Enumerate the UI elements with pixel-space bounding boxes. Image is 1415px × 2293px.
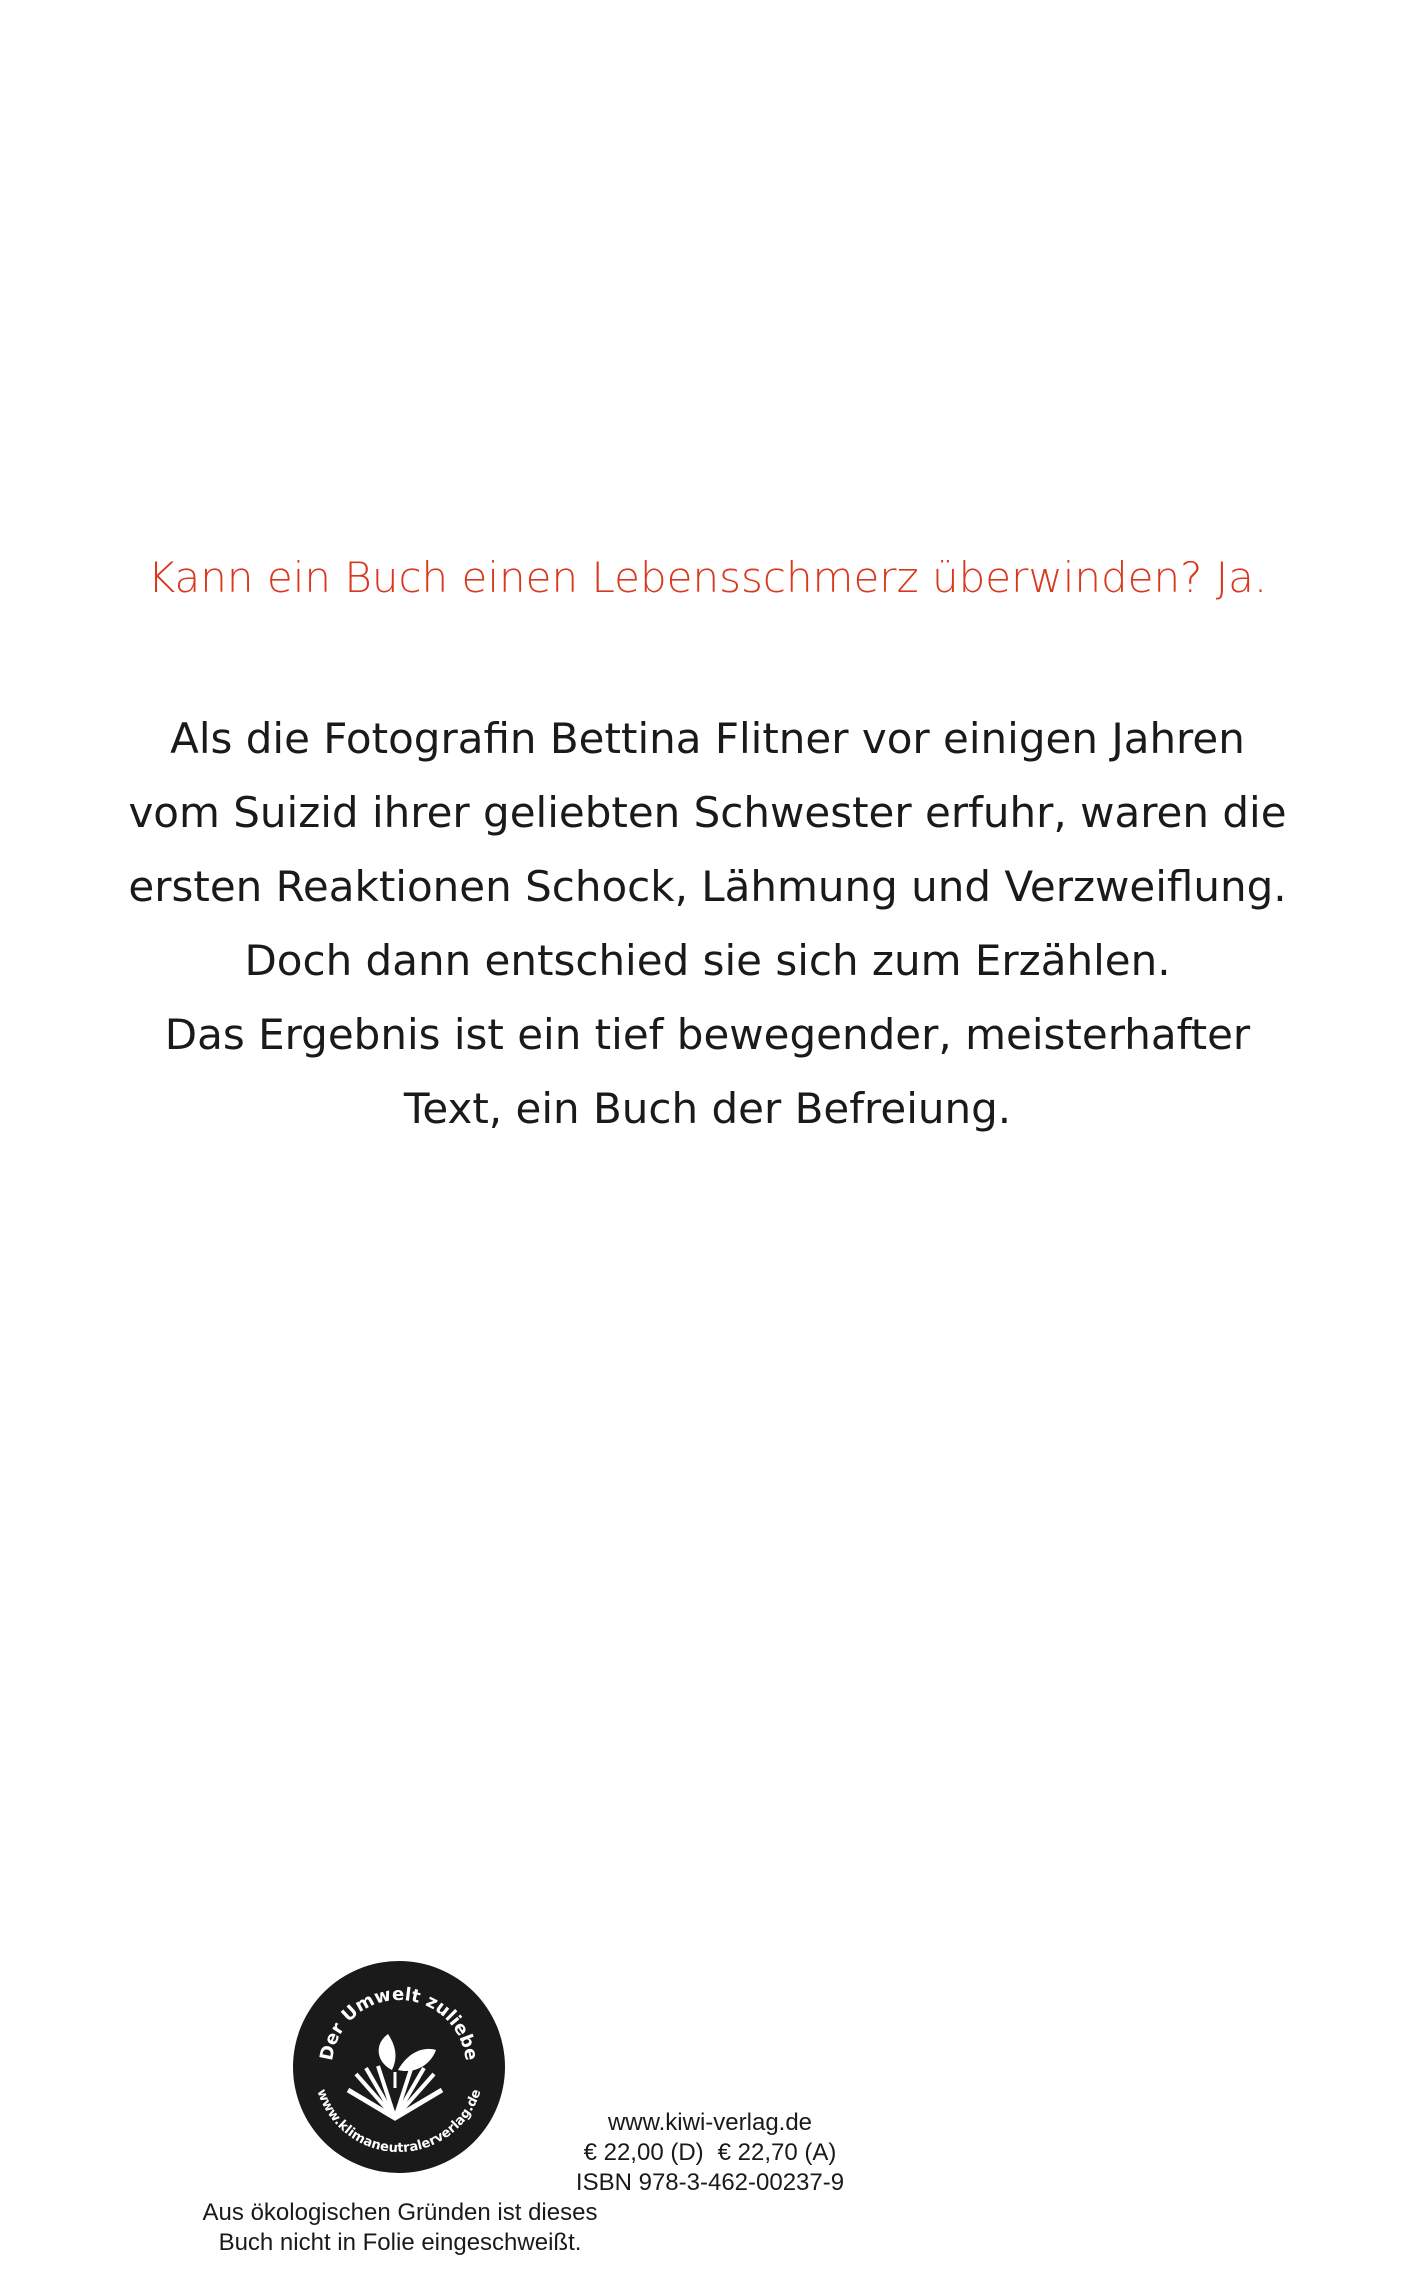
publisher-website: www.kiwi-verlag.de xyxy=(607,2109,813,2136)
climate-neutral-seal xyxy=(292,1960,506,2174)
blurb-line: Doch dann entschied sie sich zum Erzählen. xyxy=(244,936,1171,985)
blurb-line: vom Suizid ihrer geliebten Schwester erfuhr, waren die xyxy=(128,788,1287,837)
packaging-note-line: Aus ökologischen Gründen ist dieses xyxy=(202,2199,598,2226)
price-row xyxy=(560,2138,860,2168)
price-austria: € 22,70 (A) xyxy=(717,2139,837,2166)
seal-graphic xyxy=(292,1960,506,2174)
blurb-line: Das Ergebnis ist ein tief bewegender, meisterhafter xyxy=(164,1010,1251,1059)
blurb-line: ersten Reaktionen Schock, Lähmung und Verzweiflung. xyxy=(128,862,1287,911)
blurb-line: Als die Fotografin Bettina Flitner vor einigen Jahren xyxy=(170,714,1245,763)
packaging-note xyxy=(80,2198,720,2258)
blurb-line: Text, ein Buch der Befreiung. xyxy=(403,1084,1012,1133)
tagline: Kann ein Buch einen Lebensschmerz überwinden? Ja. xyxy=(147,553,1268,602)
seal-top-text: Der Umwelt zuliebe xyxy=(316,1983,482,2063)
seal-bottom-text: www.klimaneutralerverlag.de xyxy=(313,2087,485,2157)
isbn: ISBN 978-3-462-00237-9 xyxy=(575,2169,845,2196)
price-germany: € 22,00 (D) xyxy=(583,2139,704,2166)
blurb-text xyxy=(0,702,1415,1146)
packaging-note-line: Buch nicht in Folie eingeschweißt. xyxy=(218,2229,582,2256)
publisher-info xyxy=(560,2108,860,2198)
